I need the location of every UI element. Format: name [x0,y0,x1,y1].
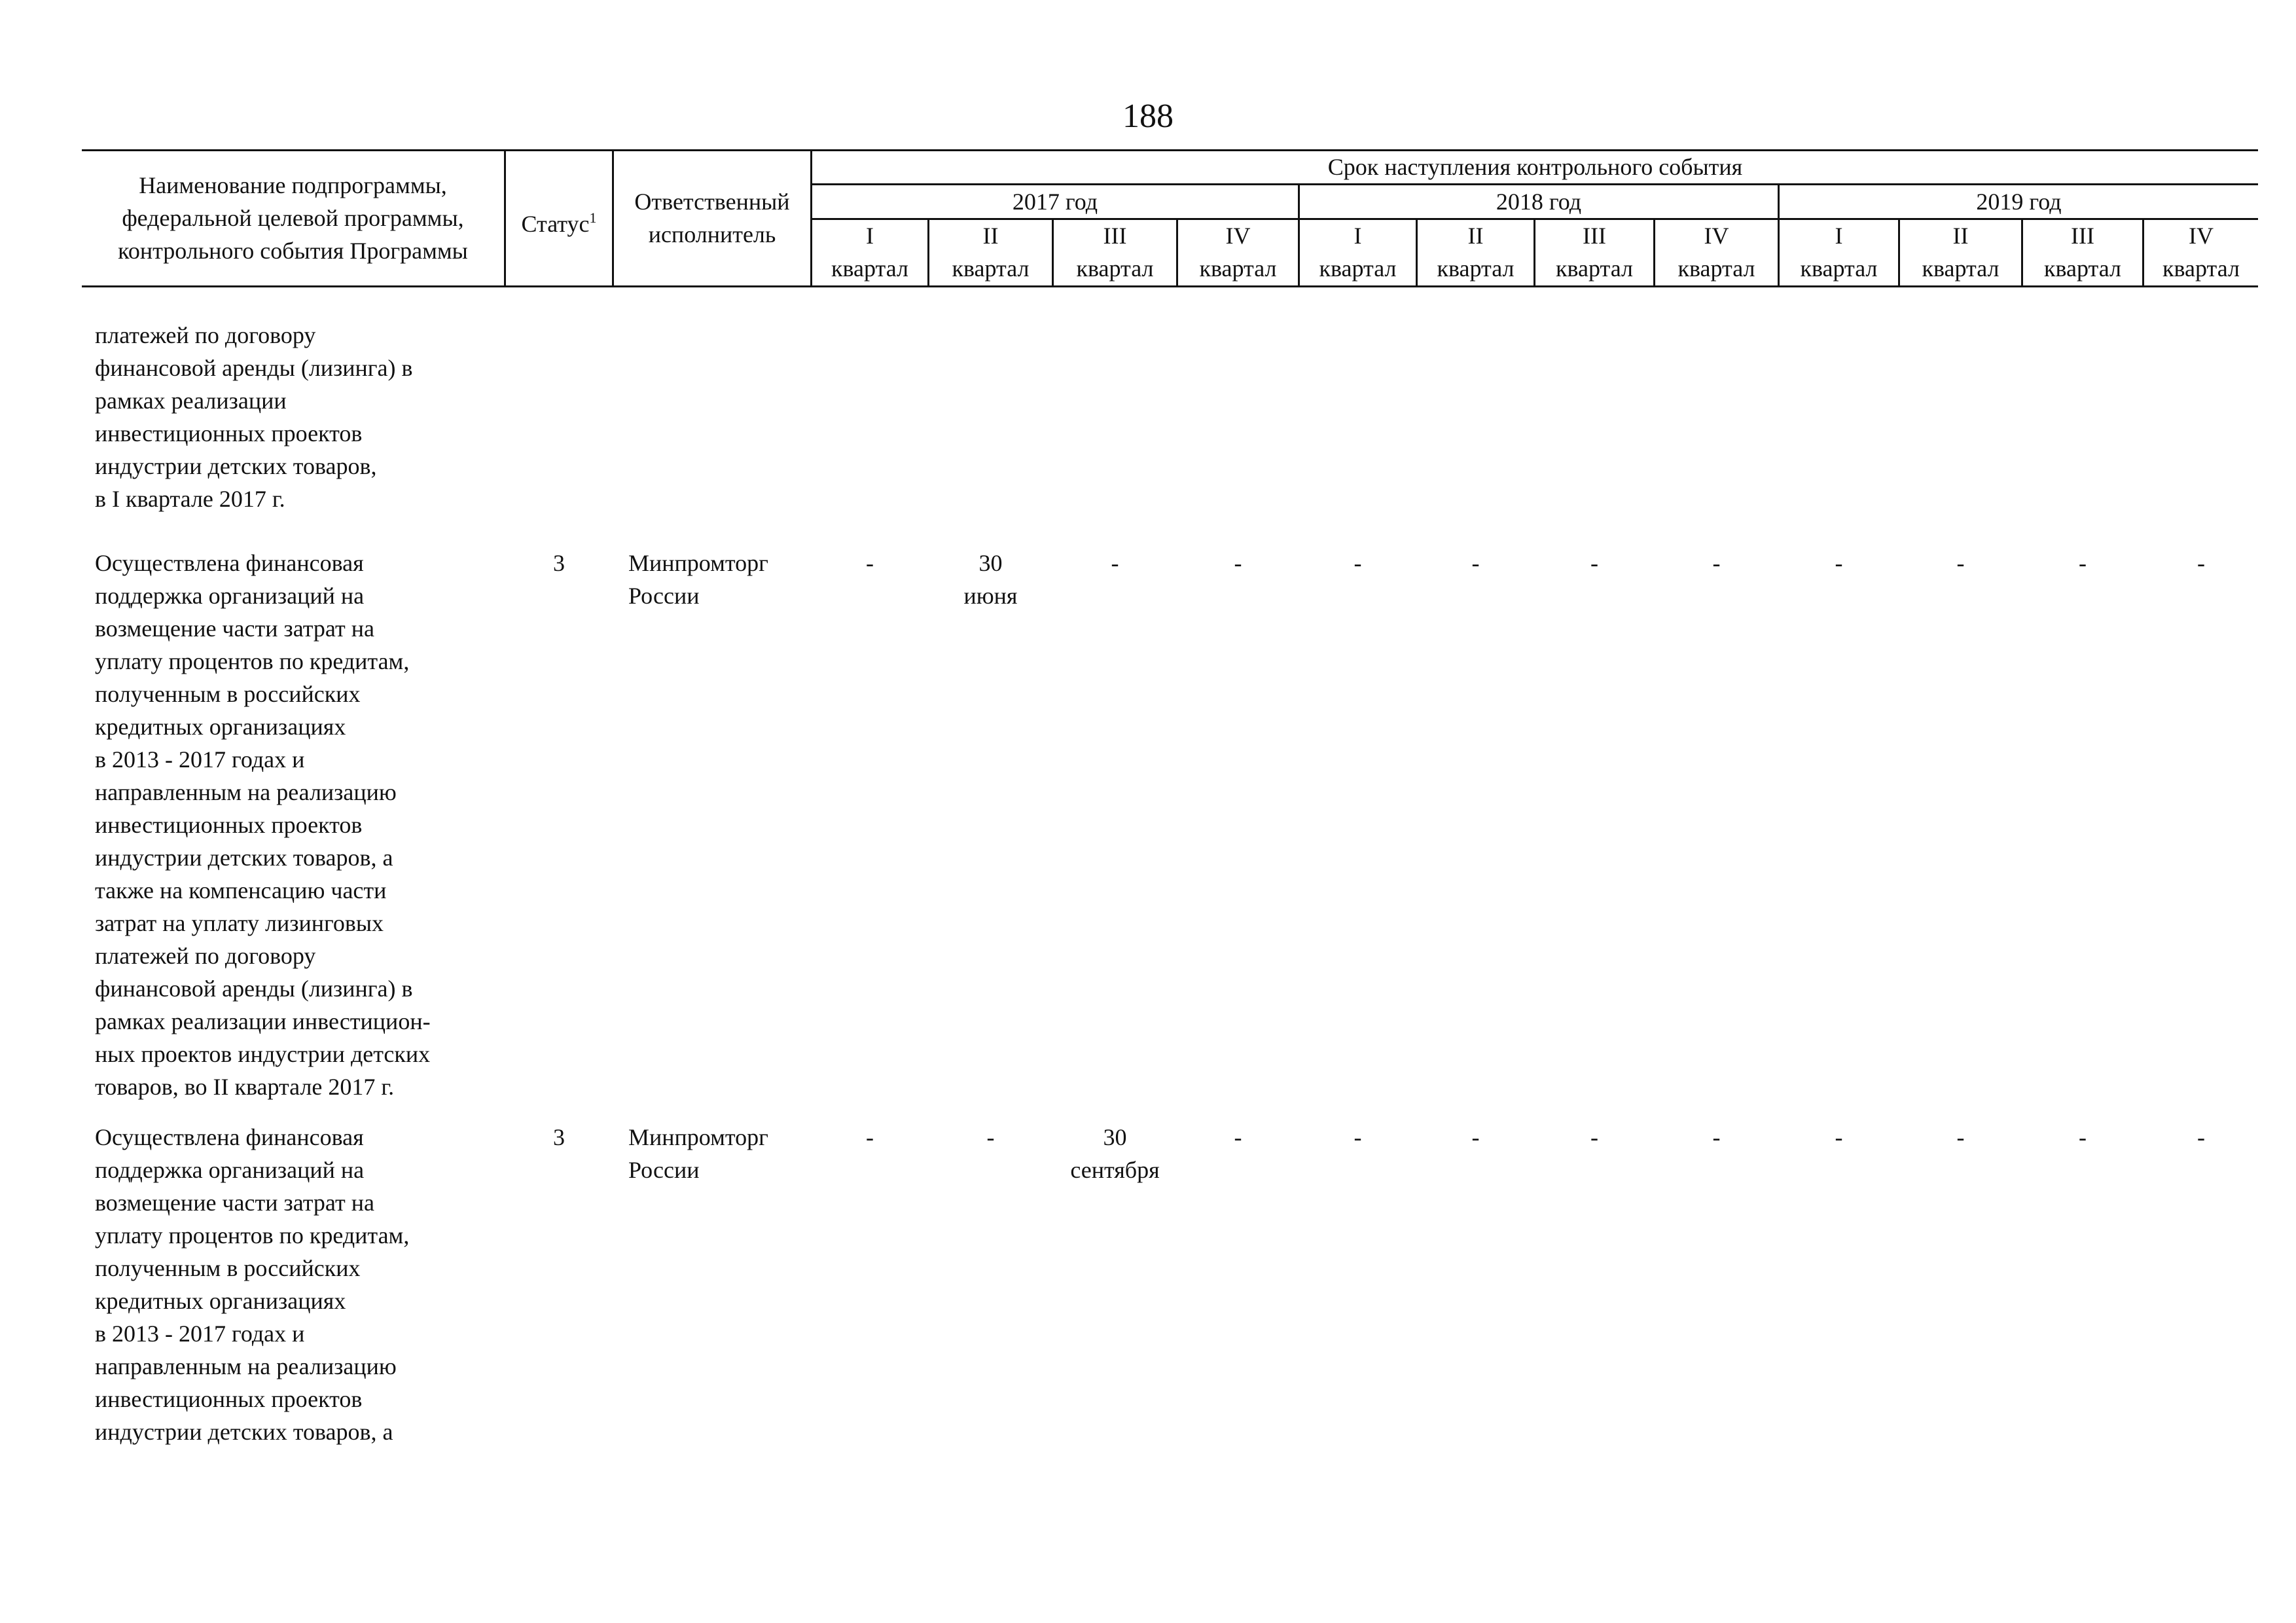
quarter-value: - [1835,550,1843,576]
event-status: 3 [553,1124,565,1150]
quarter-header: I квартал [1800,223,1878,282]
header-name-col: Наименование подпрограммы, федеральной целевой программы, контрольного события Программы [118,172,468,264]
header-status-footnote: 1 [589,210,597,226]
quarter-value: - [1111,550,1119,576]
quarter-value: - [866,550,874,576]
quarter-header: III квартал [2044,223,2121,282]
quarter-value: - [1956,550,1965,576]
event-executor: Минпромторг России [628,1124,768,1183]
quarter-value: - [1712,550,1721,576]
header-year-2018: 2018 год [1496,189,1582,215]
event-executor: Минпромторг России [628,550,768,609]
quarter-value: - [866,1124,874,1150]
header-deadline-group: Срок наступления контрольного события [1327,154,1743,180]
quarter-value: - [1234,550,1242,576]
quarter-header: I квартал [831,223,908,282]
page-number: 188 [1122,98,1174,135]
quarter-value: - [1712,1124,1721,1150]
quarter-value: - [1471,550,1480,576]
quarter-header: IV квартал [2162,223,2240,282]
header-bottom-rule [82,285,2258,287]
event-name: Осуществлена финансовая поддержка организаций на возмещение части затрат на уплату процентов по кредитам, полученным в российских кредитных организациях в 2013 - 2017 годах и направленным на реализацию инвестиционных проектов индустрии детских товаров, а [95,1124,410,1445]
quarter-header: II квартал [1922,223,2000,282]
quarter-value: 30 июня [963,550,1018,609]
quarter-value: 30 сентября [1070,1124,1160,1183]
quarter-value: - [1234,1124,1242,1150]
quarter-value: - [986,1124,995,1150]
quarter-value: - [1354,1124,1362,1150]
quarter-value: - [1354,550,1362,576]
quarter-value: - [1835,1124,1843,1150]
quarter-header: I квартал [1319,223,1397,282]
quarter-value: - [2197,1124,2205,1150]
header-year-2019: 2019 год [1976,189,2062,215]
event-status: 3 [553,550,565,576]
quarter-value: - [2079,550,2087,576]
event-name: платежей по договору финансовой аренды (лизинга) в рамках реализации инвестиционных проектов индустрии детских товаров, в I квартале 2017 г. [95,322,413,512]
quarter-value: - [2079,1124,2087,1150]
quarter-value: - [2197,550,2205,576]
quarter-value: - [1956,1124,1965,1150]
quarter-header: IV квартал [1677,223,1755,282]
quarter-header: II квартал [952,223,1030,282]
header-status-label: Статус [521,211,590,237]
quarter-value: - [1590,550,1598,576]
quarter-header: IV квартал [1199,223,1277,282]
quarter-header: III квартал [1076,223,1154,282]
quarter-value: - [1590,1124,1598,1150]
header-status-col [506,202,612,240]
quarter-header: II квартал [1437,223,1515,282]
quarter-header: III квартал [1556,223,1633,282]
header-executor-col: Ответственный исполнитель [634,189,790,247]
header-year-2017: 2017 год [1012,189,1098,215]
quarter-value: - [1471,1124,1480,1150]
event-name: Осуществлена финансовая поддержка организаций на возмещение части затрат на уплату процентов по кредитам, полученным в российских кредитных организациях в 2013 - 2017 годах и направленным на реализацию инвестиционных проектов индустрии детских товаров, а также на компенсацию части затрат на уплату лизинговых платежей по договору финансовой аренды (лизинга) в рамках реализации инвестицион- ных проектов индустрии детских товаров, во II квартале 2017 г. [95,550,431,1100]
